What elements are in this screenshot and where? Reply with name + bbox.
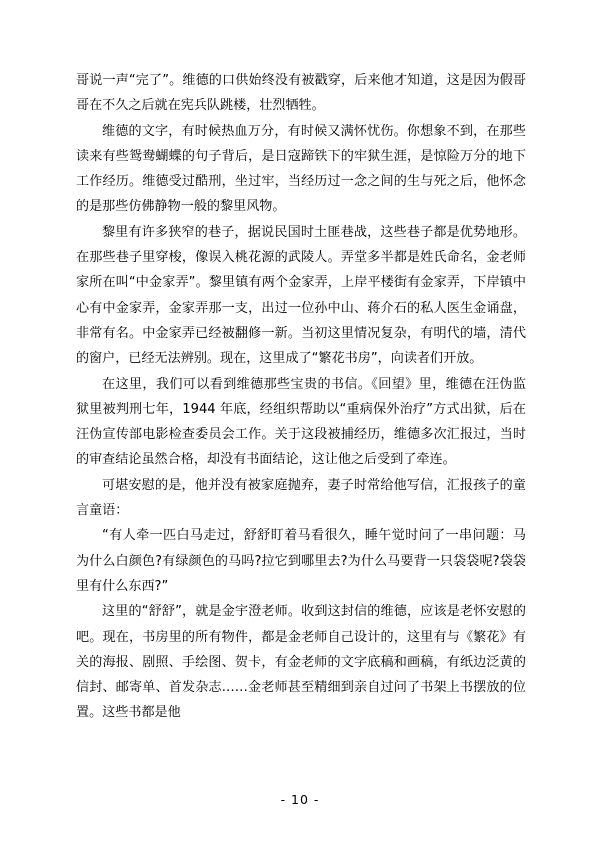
paragraph: 在这里，我们可以看到维德那些宝贵的书信。《回望》里，维德在汪伪监狱里被判刑七年，1944 年底，经组织帮助以“重病保外治疗”方式出狱，后在汪伪宣传部电影检查委员会工作。关于这段被捕经历，维德多次汇报过，当时的审查结论虽然合格，却没有书面结论，这让他之后受到了牵连。 [76, 376, 526, 468]
paragraph: 这里的“舒舒”，就是金宇澄老师。收到这封信的维德，应该是老怀安慰的吧。现在，书房里的所有物件，都是金老师自己设计的，这里有与《繁花》有关的海报、剧照、手绘图、贺卡，有金老师的文字底稿和画稿，有纸边泛黄的信封、邮寄单、首发杂志……金老师甚至精细到亲自过问了书架上书摆放的位置。这些书都是他 [76, 604, 526, 721]
page-body [76, 68, 526, 726]
paragraph: 黎里有许多狭窄的巷子，据说民国时土匪巷战，这些巷子都是优势地形。在那些巷子里穿梭，像误入桃花源的武陵人。弄堂多半都是姓氏命名，金老师家所在叫“中金家弄”。黎里镇有两个金家弄，上岸平楼街有金家弄，下岸镇中心有中金家弄，金家弄那一支，出过一位孙中山、蒋介石的私人医生金诵盘，非常有名。中金家弄已经被翻修一新。当初这里情况复杂，有明代的墙，清代的窗户，已经无法辨别。现在，这里成了“繁花书房”，向读者们开放。 [76, 224, 526, 367]
paragraph: “有人牵一匹白马走过，舒舒盯着马看很久，睡午觉时问了一串问题：马为什么白颜色?有绿颜色的马吗?拉它到哪里去?为什么马要背一只袋袋呢?袋袋里有什么东西?” [76, 528, 526, 594]
page-number: - 10 - [280, 792, 320, 807]
paragraph: 维德的文字，有时候热血万分，有时候又满怀忧伤。你想象不到，在那些读来有些鸳鸯蝴蝶的句子背后，是日寇蹄铁下的牢狱生涯，是惊险万分的地下工作经历。维德受过酷刑，坐过牢，当经历过一念之间的生与死之后，他怀念的是那些仿佛静物一般的黎里风物。 [76, 123, 526, 215]
paragraph: 可堪安慰的是，他并没有被家庭抛弃，妻子时常给他写信，汇报孩子的童言童语： [76, 477, 526, 519]
paragraph: 哥说一声“完了”。维德的口供始终没有被戳穿，后来他才知道，这是因为假哥哥在不久之后就在宪兵队跳楼，壮烈牺牲。 [76, 73, 526, 114]
